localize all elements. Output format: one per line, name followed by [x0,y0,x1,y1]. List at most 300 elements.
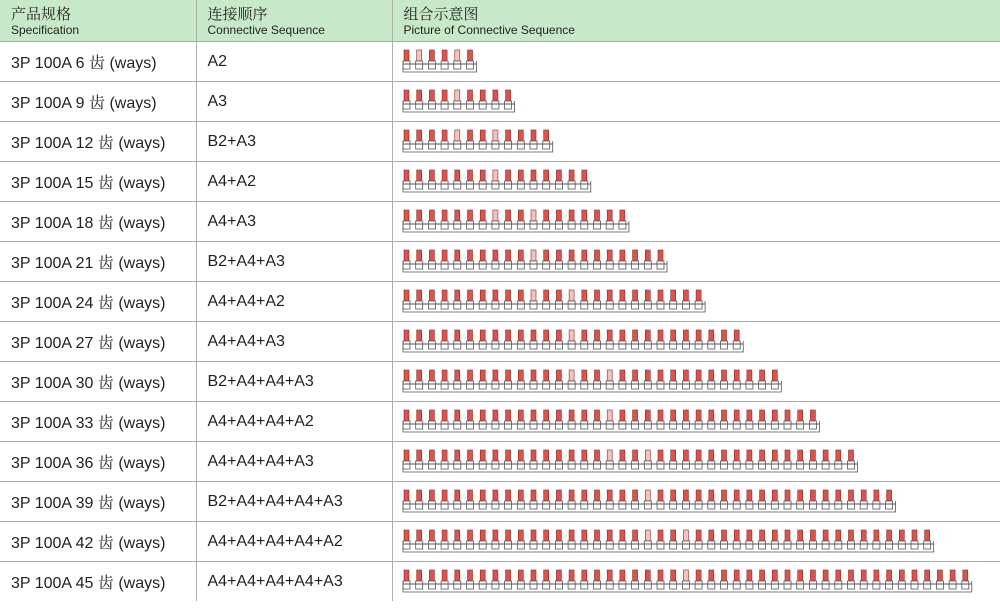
busbar-clamp-icon [695,581,702,589]
busbar-clamp-icon [542,181,549,189]
busbar-clamp-icon [415,141,422,149]
header-row [0,0,1000,42]
busbar-clamp-icon [822,461,829,469]
busbar-pin-icon [404,530,409,541]
busbar-clamp-icon [707,541,714,549]
busbar-clamp-icon [555,341,562,349]
busbar-clamp-icon [428,221,435,229]
busbar-pin-icon [772,530,777,541]
busbar-pin-icon [454,90,459,101]
busbar-pin-icon [505,450,510,461]
busbar-pin-icon [543,490,548,501]
busbar-pin-icon [658,450,663,461]
busbar-clamp-icon [530,141,537,149]
busbar-clamp-icon [403,301,410,309]
busbar-clamp-icon [657,501,664,509]
busbar-pin-icon [785,530,790,541]
busbar-pin-icon [619,290,624,301]
busbar-pin-icon [543,410,548,421]
busbar-clamp-icon [809,421,816,429]
busbar-clamp-icon [669,581,676,589]
busbar-pin-icon [721,410,726,421]
busbar-clamp-icon [657,261,664,269]
busbar-pin-icon [531,330,536,341]
busbar-clamp-icon [555,261,562,269]
busbar-clamp-icon [555,581,562,589]
busbar-clamp-icon [530,261,537,269]
busbar-pin-icon [480,450,485,461]
header-picture-zh: 组合示意图 [403,4,479,23]
busbar-pin-icon [683,570,688,581]
busbar-clamp-icon [415,301,422,309]
busbar-pin-icon [594,490,599,501]
busbar-pin-icon [886,570,891,581]
busbar-clamp-icon [758,541,765,549]
busbar-pin-icon [454,170,459,181]
busbar-clamp-icon [784,461,791,469]
spec-cell: 3P 100A 27 齿 (ways) [0,322,196,362]
spec-cell: 3P 100A 42 齿 (ways) [0,522,196,562]
busbar-pin-icon [480,210,485,221]
busbar-clamp-icon [403,181,410,189]
busbar-clamp-icon [530,501,537,509]
busbar-pin-icon [518,330,523,341]
busbar-pin-icon [708,490,713,501]
busbar-pin-icon [556,570,561,581]
busbar-pin-icon [645,410,650,421]
busbar-pin-icon [772,370,777,381]
busbar-clamp-icon [403,581,410,589]
busbar-pin-icon [454,410,459,421]
busbar-pin-icon [734,570,739,581]
header-sequence-en: Connective Sequence [207,22,325,37]
busbar-pin-icon [556,410,561,421]
busbar-clamp-icon [441,181,448,189]
busbar-clamp-icon [441,61,448,69]
busbar-pin-icon [721,330,726,341]
busbar-clamp-icon [403,501,410,509]
busbar-pin-icon [797,410,802,421]
busbar-pin-icon [442,450,447,461]
busbar-clamp-icon [606,541,613,549]
busbar-clamp-icon [403,421,410,429]
busbar-pin-icon [454,570,459,581]
busbar-clamp-icon [809,581,816,589]
busbar-clamp-icon [606,261,613,269]
busbar-clamp-icon [631,301,638,309]
busbar-clamp-icon [593,261,600,269]
busbar-pin-icon [480,410,485,421]
busbar-pin-icon [734,490,739,501]
busbar-clamp-icon [644,341,651,349]
busbar-pin-icon [454,370,459,381]
busbar-pin-icon [416,330,421,341]
busbar-pin-icon [835,570,840,581]
busbar-pin-icon [810,570,815,581]
busbar-pin-icon [416,170,421,181]
busbar-clamp-icon [733,581,740,589]
busbar-pin-icon [454,330,459,341]
busbar-pin-icon [645,250,650,261]
busbar-pin-icon [416,370,421,381]
spec-cell: 3P 100A 12 齿 (ways) [0,122,196,162]
busbar-clamp-icon [568,301,575,309]
busbar-pin-icon [556,210,561,221]
busbar-clamp-icon [542,581,549,589]
busbar-clamp-icon [441,341,448,349]
busbar-clamp-icon [618,341,625,349]
busbar-clamp-icon [796,581,803,589]
busbar-pin-icon [505,410,510,421]
busbar-pin-icon [467,250,472,261]
busbar-pin-icon [404,210,409,221]
spec-cell: 3P 100A 18 齿 (ways) [0,202,196,242]
busbar-clamp-icon [428,461,435,469]
busbar-pin-icon [404,90,409,101]
busbar-pin-icon [962,570,967,581]
busbar-pin-icon [772,450,777,461]
busbar-pin-icon [492,130,497,141]
busbar-pin-icon [696,330,701,341]
spec-cell: 3P 100A 36 齿 (ways) [0,442,196,482]
busbar-clamp-icon [606,461,613,469]
busbar-clamp-icon [631,461,638,469]
busbar-clamp-icon [809,501,816,509]
busbar-clamp-icon [707,461,714,469]
busbar-clamp-icon [720,461,727,469]
busbar-pin-icon [518,370,523,381]
busbar-clamp-icon [542,141,549,149]
busbar-clamp-icon [593,221,600,229]
busbar-pin-icon [569,250,574,261]
busbar-clamp-icon [568,501,575,509]
busbar-clamp-icon [542,341,549,349]
busbar-clamp-icon [669,501,676,509]
busbar-pin-icon [467,170,472,181]
busbar-pin-icon [467,410,472,421]
busbar-pin-icon [416,210,421,221]
busbar-pin-icon [670,570,675,581]
busbar-clamp-icon [606,501,613,509]
busbar-diagram [401,407,822,437]
busbar-pin-icon [569,290,574,301]
busbar-pin-icon [556,450,561,461]
busbar-clamp-icon [491,221,498,229]
busbar-pin-icon [899,570,904,581]
busbar-pin-icon [543,570,548,581]
busbar-clamp-icon [517,301,524,309]
busbar-clamp-icon [809,461,816,469]
busbar-pin-icon [581,210,586,221]
busbar-clamp-icon [796,541,803,549]
busbar-pin-icon [658,250,663,261]
table-row [0,202,1000,242]
busbar-clamp-icon [415,461,422,469]
busbar-clamp-icon [618,581,625,589]
busbar-pin-icon [581,250,586,261]
busbar-pin-icon [797,530,802,541]
busbar-clamp-icon [491,101,498,109]
busbar-pin-icon [492,450,497,461]
busbar-pin-icon [632,530,637,541]
busbar-pin-icon [683,370,688,381]
busbar-clamp-icon [580,341,587,349]
busbar-clamp-icon [631,541,638,549]
busbar-pin-icon [683,330,688,341]
picture-cell [392,162,1000,202]
busbar-clamp-icon [745,501,752,509]
busbar-clamp-icon [479,381,486,389]
busbar-pin-icon [734,530,739,541]
busbar-clamp-icon [491,301,498,309]
busbar-pin-icon [658,290,663,301]
busbar-pin-icon [607,410,612,421]
busbar-pin-icon [632,370,637,381]
busbar-clamp-icon [834,541,841,549]
busbar-pin-icon [708,370,713,381]
busbar-clamp-icon [707,501,714,509]
busbar-pin-icon [645,530,650,541]
busbar-clamp-icon [517,141,524,149]
busbar-clamp-icon [847,541,854,549]
busbar-clamp-icon [555,381,562,389]
busbar-clamp-icon [784,501,791,509]
busbar-clamp-icon [415,221,422,229]
busbar-pin-icon [467,490,472,501]
busbar-pin-icon [746,570,751,581]
busbar-pin-icon [670,410,675,421]
busbar-clamp-icon [466,141,473,149]
sequence-cell: A4+A4+A4+A3 [196,442,392,482]
busbar-pin-icon [708,450,713,461]
busbar-clamp-icon [555,301,562,309]
busbar-pin-icon [518,450,523,461]
busbar-pin-icon [696,290,701,301]
busbar-clamp-icon [695,341,702,349]
busbar-clamp-icon [530,181,537,189]
busbar-pin-icon [480,250,485,261]
busbar-clamp-icon [657,581,664,589]
busbar-diagram [401,367,784,397]
busbar-clamp-icon [555,501,562,509]
busbar-clamp-icon [517,221,524,229]
busbar-pin-icon [492,90,497,101]
busbar-clamp-icon [771,421,778,429]
busbar-pin-icon [873,530,878,541]
busbar-pin-icon [619,330,624,341]
busbar-pin-icon [594,570,599,581]
busbar-pin-icon [658,330,663,341]
busbar-pin-icon [645,450,650,461]
sequence-cell: A4+A3 [196,202,392,242]
busbar-clamp-icon [580,301,587,309]
busbar-clamp-icon [822,501,829,509]
spec-cell: 3P 100A 30 齿 (ways) [0,362,196,402]
busbar-clamp-icon [530,381,537,389]
header-picture [392,0,1000,42]
busbar-pin-icon [480,170,485,181]
table-row [0,282,1000,322]
busbar-pin-icon [543,130,548,141]
sequence-cell: A4+A4+A4+A2 [196,402,392,442]
busbar-clamp-icon [504,261,511,269]
busbar-pin-icon [454,530,459,541]
busbar-clamp-icon [453,501,460,509]
busbar-pin-icon [581,170,586,181]
busbar-clamp-icon [644,461,651,469]
busbar-pin-icon [442,90,447,101]
busbar-pin-icon [683,450,688,461]
busbar-pin-icon [518,570,523,581]
busbar-pin-icon [873,490,878,501]
table-row [0,402,1000,442]
busbar-pin-icon [581,290,586,301]
busbar-clamp-icon [491,421,498,429]
busbar-pin-icon [518,290,523,301]
busbar-pin-icon [873,570,878,581]
busbar-clamp-icon [745,461,752,469]
busbar-pin-icon [429,210,434,221]
busbar-clamp-icon [745,581,752,589]
busbar-pin-icon [442,530,447,541]
busbar-clamp-icon [453,101,460,109]
sequence-cell: A4+A2 [196,162,392,202]
busbar-pin-icon [607,250,612,261]
busbar-pin-icon [619,450,624,461]
busbar-pin-icon [619,210,624,221]
busbar-pin-icon [581,330,586,341]
busbar-pin-icon [429,90,434,101]
busbar-clamp-icon [530,461,537,469]
header-specification-zh: 产品规格 [11,4,72,23]
busbar-clamp-icon [555,181,562,189]
busbar-clamp-icon [415,381,422,389]
busbar-clamp-icon [593,501,600,509]
busbar-pin-icon [454,250,459,261]
table-row [0,322,1000,362]
busbar-pin-icon [594,370,599,381]
busbar-clamp-icon [669,421,676,429]
busbar-pin-icon [696,570,701,581]
busbar-clamp-icon [517,341,524,349]
busbar-pin-icon [810,530,815,541]
busbar-pin-icon [543,210,548,221]
busbar-pin-icon [594,290,599,301]
busbar-pin-icon [505,570,510,581]
busbar-pin-icon [683,530,688,541]
busbar-clamp-icon [822,541,829,549]
header-specification-en: Specification [11,22,80,37]
busbar-clamp-icon [403,381,410,389]
busbar-pin-icon [569,370,574,381]
busbar-pin-icon [416,450,421,461]
spec-cell: 3P 100A 24 齿 (ways) [0,282,196,322]
busbar-diagram [401,487,898,517]
busbar-clamp-icon [530,421,537,429]
sequence-cell: A4+A4+A3 [196,322,392,362]
header-specification [0,0,196,42]
busbar-clamp-icon [758,461,765,469]
busbar-pin-icon [556,290,561,301]
picture-cell [392,122,1000,162]
busbar-clamp-icon [593,541,600,549]
busbar-frame-icon [403,61,477,72]
busbar-pin-icon [569,450,574,461]
busbar-pin-icon [886,490,891,501]
busbar-clamp-icon [885,581,892,589]
busbar-clamp-icon [580,421,587,429]
busbar-pin-icon [429,170,434,181]
busbar-pin-icon [848,490,853,501]
spec-cell: 3P 100A 39 齿 (ways) [0,482,196,522]
busbar-pin-icon [785,570,790,581]
busbar-clamp-icon [580,581,587,589]
busbar-clamp-icon [466,61,473,69]
busbar-pin-icon [708,570,713,581]
busbar-clamp-icon [580,461,587,469]
busbar-clamp-icon [860,501,867,509]
busbar-clamp-icon [555,421,562,429]
busbar-pin-icon [518,130,523,141]
busbar-clamp-icon [504,501,511,509]
busbar-clamp-icon [542,261,549,269]
busbar-pin-icon [467,90,472,101]
busbar-pin-icon [581,450,586,461]
busbar-clamp-icon [568,221,575,229]
busbar-clamp-icon [504,181,511,189]
busbar-pin-icon [670,450,675,461]
busbar-clamp-icon [491,381,498,389]
busbar-clamp-icon [504,541,511,549]
busbar-clamp-icon [441,101,448,109]
busbar-pin-icon [645,490,650,501]
busbar-pin-icon [505,210,510,221]
busbar-pin-icon [696,490,701,501]
busbar-clamp-icon [695,421,702,429]
busbar-pin-icon [543,450,548,461]
busbar-clamp-icon [669,341,676,349]
busbar-clamp-icon [428,181,435,189]
busbar-pin-icon [569,490,574,501]
busbar-pin-icon [505,330,510,341]
busbar-pin-icon [670,370,675,381]
busbar-clamp-icon [441,141,448,149]
busbar-pin-icon [429,330,434,341]
busbar-clamp-icon [517,261,524,269]
busbar-clamp-icon [644,421,651,429]
busbar-pin-icon [645,370,650,381]
busbar-clamp-icon [479,501,486,509]
busbar-pin-icon [531,370,536,381]
busbar-pin-icon [632,570,637,581]
busbar-pin-icon [429,490,434,501]
busbar-pin-icon [861,570,866,581]
busbar-clamp-icon [504,461,511,469]
busbar-pin-icon [823,530,828,541]
busbar-pin-icon [937,570,942,581]
busbar-pin-icon [556,170,561,181]
busbar-clamp-icon [466,461,473,469]
busbar-clamp-icon [542,421,549,429]
busbar-clamp-icon [771,541,778,549]
busbar-pin-icon [429,50,434,61]
busbar-pin-icon [569,530,574,541]
spec-cell: 3P 100A 45 齿 (ways) [0,562,196,602]
busbar-clamp-icon [707,581,714,589]
busbar-pin-icon [594,530,599,541]
busbar-pin-icon [454,50,459,61]
busbar-clamp-icon [885,501,892,509]
